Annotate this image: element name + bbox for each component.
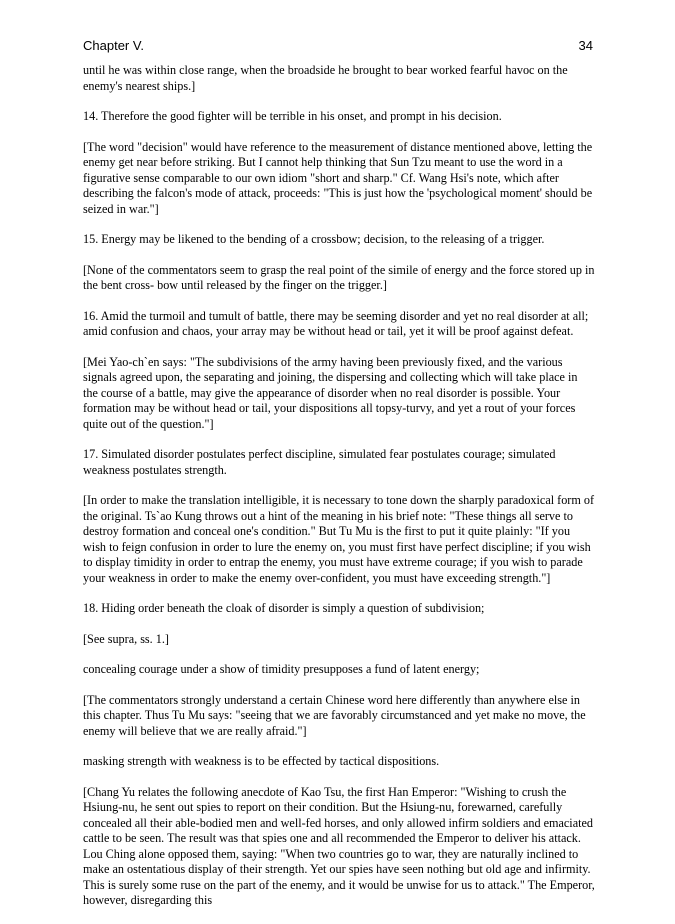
paragraph: 16. Amid the turmoil and tumult of battle, there may be seeming disorder and yet no real disorder at all; amid confusion and chaos, your array may be without head or tail, yet it will be proof against defeat. [83, 308, 589, 338]
paragraph: 18. Hiding order beneath the cloak of disorder is simply a question of subdivision; [83, 601, 485, 615]
document-body [83, 63, 595, 924]
page-number: 34 [578, 38, 593, 53]
paragraph: 17. Simulated disorder postulates perfect discipline, simulated fear postulates courage; simulated weakness postulates strength. [83, 447, 556, 477]
paragraph: [In order to make the translation intelligible, it is necessary to tone down the sharply paradoxical form of the original. Ts`ao Kung throws out a hint of the meaning in his brief note: "These things all serve to destroy formation and conceal one's condition." But Tu Mu is the first to put it quite plainly: "If you wish to feign confusion in order to lure the enemy on, you must first have perfect discipline; if you wish to display timidity in order to entrap the enemy, you must have extreme courage; if you wish to parade your weakness in order to make the enemy over-confident, you must have exceeding strength."] [83, 493, 595, 585]
paragraph: [The commentators strongly understand a certain Chinese word here differently than anywhere else in this chapter. Thus Tu Mu says: "seeing that we are favorably circumstanced and yet make no move, the enemy will believe that we are really afraid."] [83, 692, 586, 738]
paragraph: masking strength with weakness is to be effected by tactical dispositions. [83, 754, 440, 768]
paragraph: [Mei Yao-ch`en says: "The subdivisions of the army having been previously fixed, and the various signals agreed upon, the separating and joining, the dispersing and collecting which will take place in the course of a battle, may give the appearance of disorder when no real disorder is possible. Your formation may be without head or tail, your dispositions all topsy-turvy, and yet a rout of your forces quite out of the question."] [83, 354, 578, 431]
paragraph: [Chang Yu relates the following anecdote of Kao Tsu, the first Han Emperor: "Wishing to crush the Hsiung-nu, he sent out spies to report on their condition. But the Hsiung-nu, forewarned, carefully concealed all their able-bodied men and well-fed horses, and only allowed infirm soldiers and emaciated cattle to be seen. The result was that spies one and all recommended the Emperor to deliver his attack. Lou Ching alone opposed them, saying: "When two countries go to war, they are naturally inclined to make an ostentatious display of their strength. Yet our spies have seen nothing but old age and infirmity. This is surely some ruse on the part of the enemy, and it would be unwise for us to attack." The Emperor, however, disregarding this [83, 784, 595, 907]
paragraph: 15. Energy may be likened to the bending of a crossbow; decision, to the releasing of a trigger. [83, 232, 545, 246]
chapter-title: Chapter V. [83, 38, 144, 53]
paragraph: concealing courage under a show of timidity presupposes a fund of latent energy; [83, 662, 480, 676]
paragraph: [See supra, ss. 1.] [83, 631, 169, 646]
paragraph: [The word "decision" would have reference to the measurement of distance mentioned above, letting the enemy get near before striking. But I cannot help thinking that Sun Tzu meant to use the word in a figurative sense comparable to our own idiom "short and sharp." Cf. Wang Hsi's note, which after describing the falcon's mode of attack, proceeds: "This is just how the 'psychological moment' should be seized in war."] [83, 139, 593, 216]
paragraph: until he was within close range, when the broadside he brought to bear worked fearful havoc on the enemy's nearest ships.] [83, 63, 568, 93]
page-header [83, 38, 593, 58]
paragraph: 14. Therefore the good fighter will be terrible in his onset, and prompt in his decision. [83, 109, 502, 123]
paragraph: [None of the commentators seem to grasp the real point of the simile of energy and the force stored up in the bent cross- bow until released by the finger on the trigger.] [83, 262, 595, 292]
